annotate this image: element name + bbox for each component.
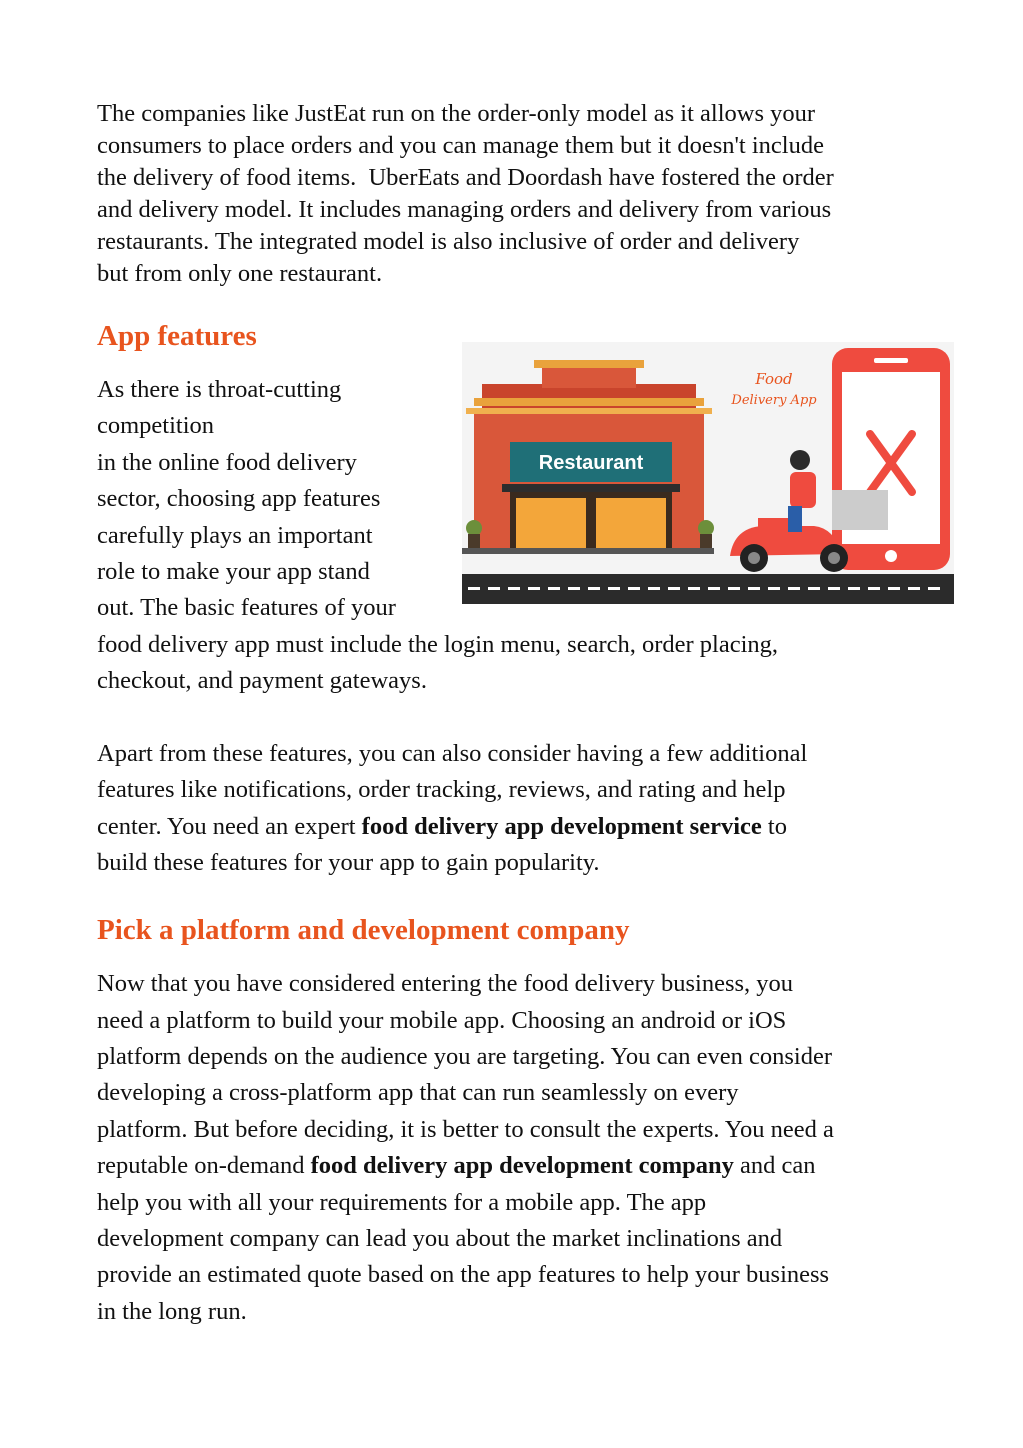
bold-keyword: food delivery app development service bbox=[361, 813, 762, 840]
intro-line: the delivery of food items. UberEats and Doordash have fostered the order bbox=[97, 164, 834, 191]
text-line: As there is throat-cutting bbox=[97, 376, 342, 403]
logo-text-line2: Delivery App bbox=[731, 393, 817, 408]
logo-text-line1: Food bbox=[755, 370, 793, 388]
intro-line: and delivery model. It includes managing orders and delivery from various bbox=[97, 196, 832, 223]
text-line: role to make your app stand bbox=[97, 558, 370, 585]
text-segment: to bbox=[761, 813, 787, 840]
text-line: platform. But before deciding, it is better to consult the experts. You need a bbox=[97, 1116, 834, 1143]
text-line: in the online food delivery bbox=[97, 449, 357, 476]
food-delivery-illustration bbox=[462, 342, 954, 604]
text-line: provide an estimated quote based on the app features to help your business bbox=[97, 1261, 830, 1288]
text-line: platform depends on the audience you are targeting. You can even consider bbox=[97, 1043, 832, 1070]
section-heading-pick-platform: Pick a platform and development company bbox=[97, 914, 630, 946]
text-line: help you with all your requirements for a mobile app. The app bbox=[97, 1189, 707, 1216]
text-line: features like notifications, order tracking, reviews, and rating and help bbox=[97, 776, 786, 803]
text-line: build these features for your app to gain popularity. bbox=[97, 849, 600, 876]
text-line: food delivery app must include the login menu, search, order placing, bbox=[97, 631, 779, 658]
text-line: in the long run. bbox=[97, 1298, 247, 1325]
section-heading-app-features: App features bbox=[97, 320, 257, 352]
text-line: development company can lead you about the market inclinations and bbox=[97, 1225, 783, 1252]
intro-line: consumers to place orders and you can manage them but it doesn't include bbox=[97, 132, 824, 159]
intro-line: The companies like JustEat run on the order-only model as it allows your bbox=[97, 100, 816, 127]
restaurant-sign-text: Restaurant bbox=[538, 452, 644, 474]
text-line: checkout, and payment gateways. bbox=[97, 667, 427, 694]
text-line-with-bold bbox=[97, 1150, 816, 1182]
text-line: carefully plays an important bbox=[97, 522, 373, 549]
text-segment: and can bbox=[733, 1152, 816, 1179]
intro-line: restaurants. The integrated model is also inclusive of order and delivery bbox=[97, 228, 800, 255]
text-line: Now that you have considered entering the food delivery business, you bbox=[97, 970, 794, 997]
text-line-with-bold bbox=[97, 811, 787, 843]
text-line: developing a cross-platform app that can run seamlessly on every bbox=[97, 1079, 739, 1106]
restaurant-scooter-illustration bbox=[462, 342, 954, 604]
bold-keyword: food delivery app development company bbox=[310, 1152, 734, 1179]
text-segment: reputable on-demand bbox=[97, 1152, 311, 1179]
text-line: Apart from these features, you can also consider having a few additional bbox=[97, 740, 808, 767]
text-line: out. The basic features of your bbox=[97, 594, 396, 621]
text-line: sector, choosing app features bbox=[97, 485, 381, 512]
text-line: need a platform to build your mobile app. Choosing an android or iOS bbox=[97, 1007, 787, 1034]
intro-line: but from only one restaurant. bbox=[97, 260, 383, 287]
text-line: competition bbox=[97, 412, 215, 439]
text-segment: center. You need an expert bbox=[97, 813, 362, 840]
